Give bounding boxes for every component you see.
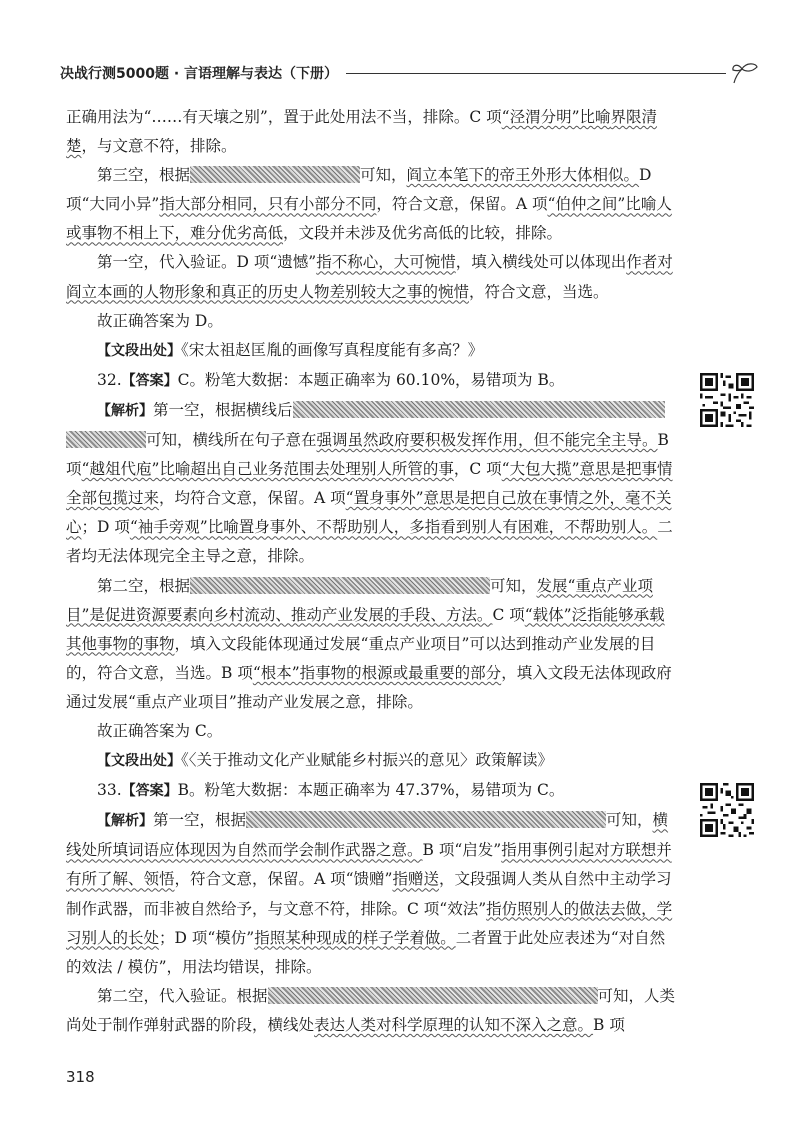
paragraph-2: 第三空，根据 可知，阎立本笔下的帝王外形大体相似。D 项“大同小异”指大部分相同，只有小部分不同，符合文意，保留。A 项“伯仲之间”比喻人或事物不相上下，难分优劣高低，文段并未涉及优劣高低的比较，排除。 — [66, 166, 672, 243]
answer-explanations — [66, 103, 678, 1040]
qr-code-q33 — [700, 783, 754, 837]
page-number: 318 — [66, 1068, 95, 1086]
header-rule — [346, 73, 726, 74]
book-title: 决战行测5000题 · 言语理解与表达（下册） — [60, 66, 339, 82]
paragraph-4: 故正确答案为 D。 — [97, 311, 223, 330]
paragraph-3: 第一空，代入验证。D 项“遗憾”指不称心，大可惋惜，填入横线处可以体现出作者对阎立本画的人物形象和真正的历史人物差别较大之事的惋惜，符合文意，当选。 — [66, 253, 673, 301]
qr-code-icon — [700, 373, 754, 427]
blurred-text — [66, 431, 146, 448]
source-note-32: 【文段出处】《〈关于推动文化产业赋能乡村振兴的意见〉政策解读》 — [97, 751, 554, 770]
source-note-31: 【文段出处】《宋太祖赵匡胤的画像写真程度能有多高？》 — [97, 340, 484, 359]
answer-32: 32.【答案】C。粉笔大数据：本题正确率为 60.10%，易错项为 B。 — [97, 370, 565, 389]
blurred-text — [268, 987, 598, 1004]
paragraph-1: 正确用法为“……有天壤之别”，置于此处用法不当，排除。C 项“泾渭分明”比喻界限清楚，与文意不符，排除。 — [66, 108, 658, 156]
running-header — [60, 62, 760, 84]
analysis-33-blank1: 【解析】第一空，根据 可知，横线处所填词语应体现因为自然而学会制作武器之意。B 项“启发”指用事例引起对方联想并有所了解、领悟，符合文意，保留。A 项“馈赠”指赠送，文段强调人类从自然中主动学习制作武器，而非被自然给予，与文意不符，排除。C 项“效法”指仿照别人的做法去做，学习别人的长处；D 项“模仿”指照某种现成的样子学着做。二者置于此处应表述为“对自然的效法 / 模仿”，用法均错误，排除。 — [66, 811, 673, 976]
blurred-text — [190, 166, 360, 183]
analysis-32-blank2: 第二空，根据 可知，发展“重点产业项目”是促进资源要素向乡村流动、推动产业发展的手段、方法。C 项“载体”泛指能够承载其他事物的事物，填入文段能体现通过发展“重点产业项目”可以达到推动产业发展的目的，符合文意，当选。B 项“根本”指事物的根源或最重要的部分，填入文段无法体现政府通过发展“重点产业项目”推动产业发展之意，排除。 — [66, 576, 672, 711]
paragraph-answer-c: 故正确答案为 C。 — [97, 721, 223, 740]
qr-code-q32 — [700, 373, 754, 427]
answer-33: 33.【答案】B。粉笔大数据：本题正确率为 47.37%，易错项为 C。 — [97, 781, 565, 800]
sprout-leaf-icon — [730, 61, 760, 85]
analysis-33-blank2: 第二空，代入验证。根据 可知，人类尚处于制作弹射武器的阶段，横线处表达人类对科学原理的认知不深入之意。B 项 — [66, 986, 676, 1034]
blurred-text — [293, 401, 665, 418]
blurred-text — [190, 577, 490, 594]
blurred-text — [246, 811, 606, 828]
analysis-32-blank1: 【解析】第一空，根据横线后可知，横线所在句子意在强调虽然政府要积极发挥作用，但不能完全主导。B 项“越俎代庖”比喻超出自己业务范围去处理别人所管的事，C 项“大包大揽”意思是把事情全部包揽过来，均符合文意，保留。A 项“置身事外”意思是把自己放在事情之外，毫不关心；D 项“袖手旁观”比喻置身事外、不帮助别人，多指看到别人有困难，不帮助别人。二者均无法体现完全主导之意，排除。 — [66, 400, 673, 566]
qr-code-icon — [700, 783, 754, 837]
